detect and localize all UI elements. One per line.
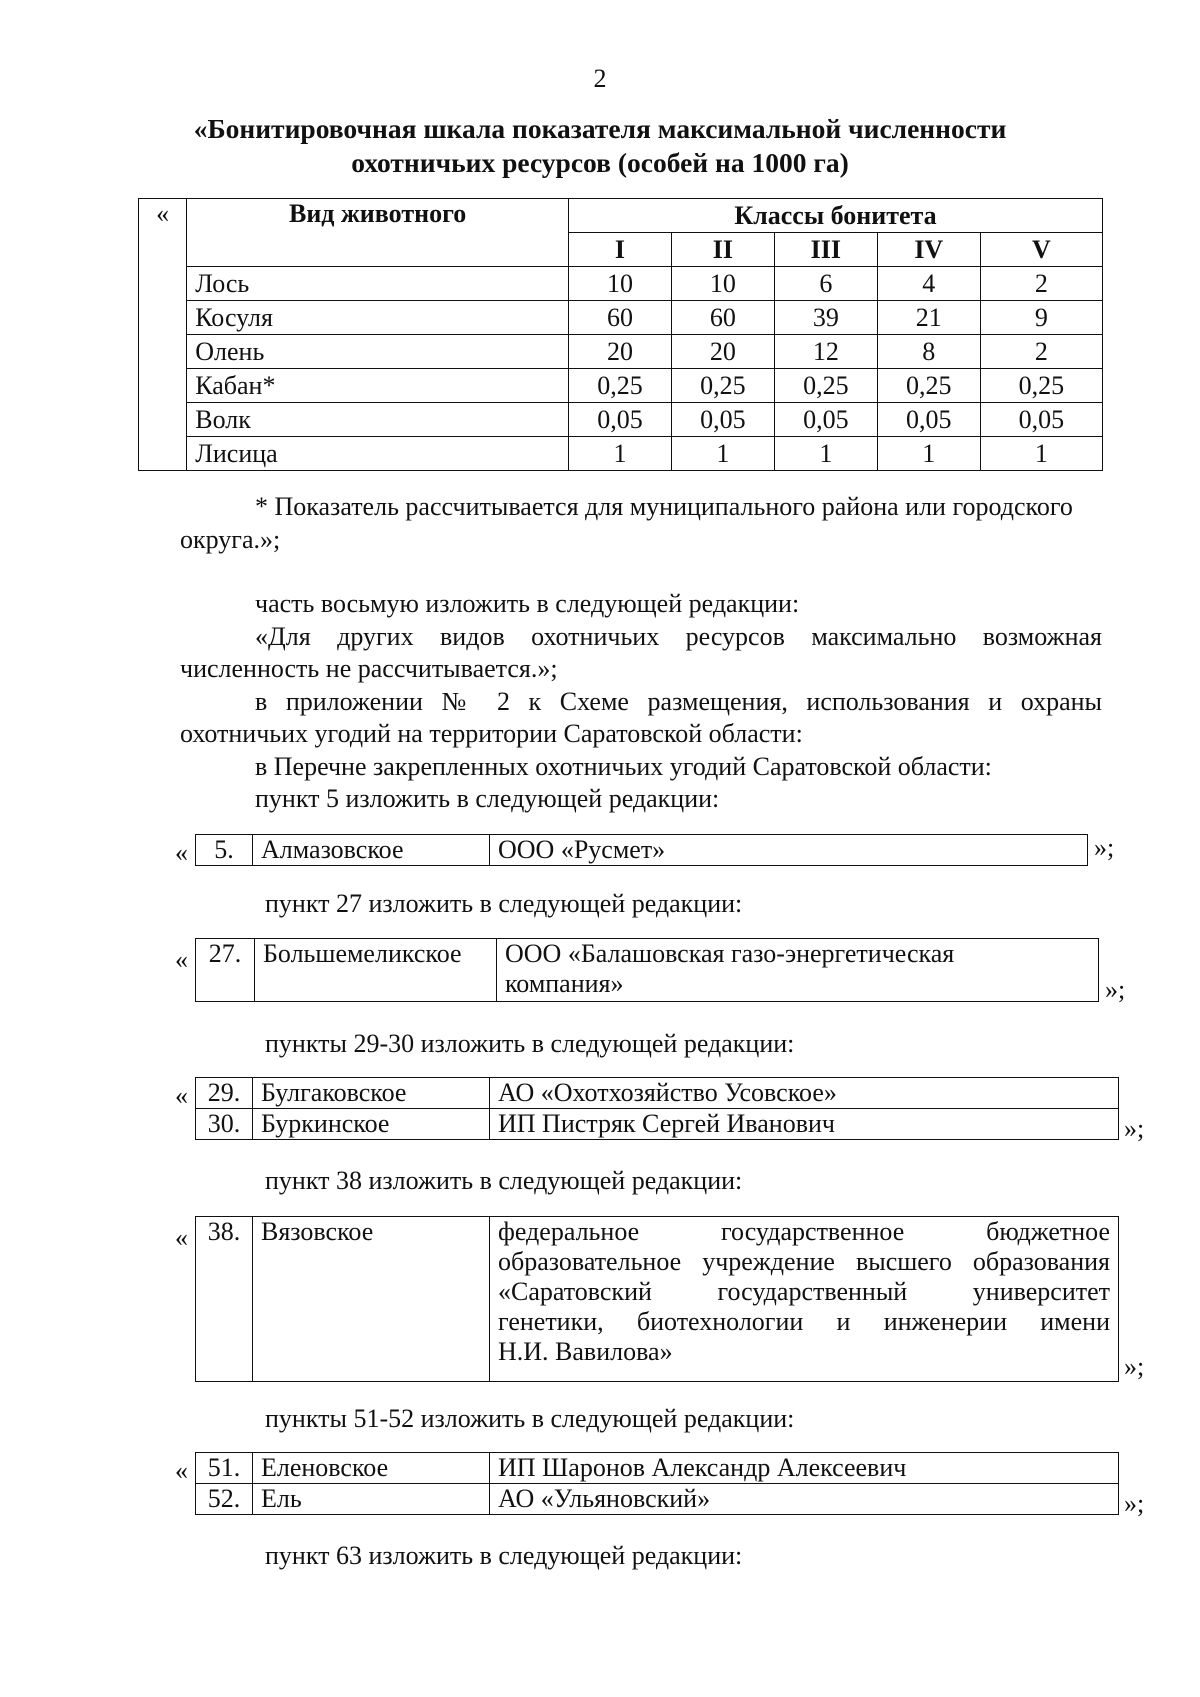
table-cell: 20 bbox=[671, 335, 774, 369]
animal-name: Волк bbox=[187, 403, 569, 437]
table-row bbox=[139, 335, 1103, 369]
close-quote: »; bbox=[1124, 1114, 1145, 1143]
item-organization: АО «Ульяновский» bbox=[490, 1484, 1119, 1515]
animal-name: Лисица bbox=[187, 437, 569, 471]
table-cell: 0,05 bbox=[877, 403, 980, 437]
paragraph-3 bbox=[180, 686, 1102, 750]
item-table-5 bbox=[195, 834, 1088, 866]
animal-name: Олень bbox=[187, 335, 569, 369]
header-classes: Классы бонитета bbox=[568, 199, 1102, 233]
table-cell: 0,05 bbox=[980, 403, 1102, 437]
table-cell: 60 bbox=[671, 301, 774, 335]
title-line-1: «Бонитировочная шкала показателя максимальной численности bbox=[193, 113, 1007, 144]
item-name: Буркинское bbox=[253, 1109, 490, 1140]
open-quote: « bbox=[175, 838, 188, 867]
paragraph-4 bbox=[180, 751, 1102, 783]
class-header: I bbox=[568, 233, 671, 267]
table-row bbox=[196, 1453, 1119, 1484]
table-cell: 21 bbox=[877, 301, 980, 335]
table-cell: 0,05 bbox=[774, 403, 877, 437]
class-header: IV bbox=[877, 233, 980, 267]
paragraph-1 bbox=[180, 588, 1102, 620]
item-number: 52. bbox=[196, 1484, 253, 1515]
item-number: 38. bbox=[196, 1217, 253, 1382]
table-cell: 0,25 bbox=[980, 369, 1102, 403]
item-organization: ИП Пистряк Сергей Иванович bbox=[490, 1109, 1119, 1140]
item-name: Вязовское bbox=[253, 1217, 490, 1382]
table-cell: 0,05 bbox=[671, 403, 774, 437]
item-organization: АО «Охотхозяйство Усовское» bbox=[490, 1078, 1119, 1109]
paragraph-text: в Перечне закрепленных охотничьих угодий Саратовской области: bbox=[255, 752, 992, 781]
close-quote: »; bbox=[1124, 1352, 1145, 1381]
item-name: Булгаковское bbox=[253, 1078, 490, 1109]
table-row bbox=[196, 1078, 1119, 1109]
table-row bbox=[196, 1484, 1119, 1515]
item-organization: ООО «Русмет» bbox=[490, 835, 1088, 866]
open-quote: « bbox=[175, 1223, 188, 1252]
item-organization bbox=[497, 939, 1099, 1002]
table-row bbox=[139, 403, 1103, 437]
table-cell: 9 bbox=[980, 301, 1102, 335]
item-name: Ель bbox=[253, 1484, 490, 1515]
item-table-38 bbox=[195, 1216, 1119, 1382]
item-table-51-52 bbox=[195, 1452, 1119, 1515]
table-cell: 1 bbox=[568, 437, 671, 471]
table-cell: 4 bbox=[877, 267, 980, 301]
label-items-51-52: пункты 51-52 изложить в следующей редакции: bbox=[265, 1404, 795, 1433]
org-line: «Саратовский государственный университет bbox=[498, 1277, 1110, 1306]
item-table-27 bbox=[195, 938, 1099, 1002]
table-cell: 0,25 bbox=[671, 369, 774, 403]
open-quote: « bbox=[175, 1081, 188, 1110]
item-number: 5. bbox=[196, 835, 253, 866]
item-name: Большемеликское bbox=[255, 939, 497, 1002]
table-row bbox=[139, 369, 1103, 403]
table-row bbox=[139, 437, 1103, 471]
org-line: ООО «Балашовская газо-энергетическая bbox=[505, 939, 955, 968]
table-cell: 10 bbox=[671, 267, 774, 301]
table-cell: 10 bbox=[568, 267, 671, 301]
animal-name: Косуля bbox=[187, 301, 569, 335]
table-cell: 12 bbox=[774, 335, 877, 369]
paragraph-text: пункт 5 изложить в следующей редакции: bbox=[255, 784, 720, 813]
footnote bbox=[180, 490, 1102, 556]
label-items-29-30: пункты 29-30 изложить в следующей редакции: bbox=[265, 1029, 795, 1058]
table-cell: 6 bbox=[774, 267, 877, 301]
table-row bbox=[196, 1109, 1119, 1140]
close-quote: »; bbox=[1124, 1489, 1145, 1518]
table-cell: 1 bbox=[877, 437, 980, 471]
animal-name: Кабан* bbox=[187, 369, 569, 403]
paragraph-text: «Для других видов охотничьих ресурсов максимально возможная численность не рассчитывается.»; bbox=[180, 622, 1102, 683]
table-row bbox=[196, 939, 1099, 1002]
table-cell: 0,25 bbox=[568, 369, 671, 403]
table-cell: 1 bbox=[774, 437, 877, 471]
paragraph-text: в приложении № 2 к Схеме размещения, использования и охраны охотничьих угодий на территории Саратовской области: bbox=[180, 687, 1102, 748]
class-header: II bbox=[671, 233, 774, 267]
header-animal: Вид животного bbox=[187, 199, 569, 267]
close-quote: »; bbox=[1094, 833, 1115, 862]
item-organization bbox=[490, 1217, 1119, 1382]
item-number: 29. bbox=[196, 1078, 253, 1109]
table-cell: 0,25 bbox=[774, 369, 877, 403]
org-line: федеральное государственное бюджетное bbox=[498, 1217, 1110, 1246]
table-cell: 39 bbox=[774, 301, 877, 335]
title-line-2: охотничьих ресурсов (особей на 1000 га) bbox=[351, 147, 849, 178]
item-number: 27. bbox=[196, 939, 255, 1002]
table-cell: 1 bbox=[980, 437, 1102, 471]
table-cell: 0,05 bbox=[568, 403, 671, 437]
item-number: 30. bbox=[196, 1109, 253, 1140]
animal-name: Лось bbox=[187, 267, 569, 301]
table-cell: 1 bbox=[671, 437, 774, 471]
table-cell: 60 bbox=[568, 301, 671, 335]
paragraph-5 bbox=[180, 783, 1102, 815]
class-header: III bbox=[774, 233, 877, 267]
item-name: Еленовское bbox=[253, 1453, 490, 1484]
label-item-38: пункт 38 изложить в следующей редакции: bbox=[265, 1166, 743, 1195]
table-cell: 2 bbox=[980, 335, 1102, 369]
table-open-quote: « bbox=[139, 199, 187, 471]
page-number: 2 bbox=[593, 64, 607, 93]
item-name: Алмазовское bbox=[253, 835, 490, 866]
paragraph-2 bbox=[180, 621, 1102, 685]
table-cell: 8 bbox=[877, 335, 980, 369]
table-row bbox=[139, 267, 1103, 301]
org-line: образовательное учреждение высшего образования bbox=[498, 1247, 1110, 1276]
item-number: 51. bbox=[196, 1453, 253, 1484]
item-table-29-30 bbox=[195, 1077, 1119, 1140]
org-line: генетики, биотехнологии и инженерии имени bbox=[498, 1307, 1110, 1336]
open-quote: « bbox=[175, 1456, 188, 1485]
open-quote: « bbox=[175, 945, 188, 974]
table-row bbox=[196, 835, 1088, 866]
class-header: V bbox=[980, 233, 1102, 267]
org-line: Н.И. Вавилова» bbox=[498, 1337, 673, 1366]
document-title bbox=[150, 112, 1050, 180]
bonitet-table bbox=[138, 198, 1103, 471]
table-cell: 20 bbox=[568, 335, 671, 369]
close-quote: »; bbox=[1105, 975, 1126, 1004]
label-item-63: пункт 63 изложить в следующей редакции: bbox=[265, 1541, 743, 1570]
item-organization: ИП Шаронов Александр Алексеевич bbox=[490, 1453, 1119, 1484]
table-cell: 2 bbox=[980, 267, 1102, 301]
org-line: компания» bbox=[505, 969, 624, 998]
table-row bbox=[196, 1217, 1119, 1382]
table-row bbox=[139, 301, 1103, 335]
label-item-27: пункт 27 изложить в следующей редакции: bbox=[265, 889, 743, 918]
paragraph-text: часть восьмую изложить в следующей редакции: bbox=[255, 589, 800, 618]
footnote-text: * Показатель рассчитывается для муниципального района или городского округа.»; bbox=[180, 492, 1073, 554]
table-cell: 0,25 bbox=[877, 369, 980, 403]
